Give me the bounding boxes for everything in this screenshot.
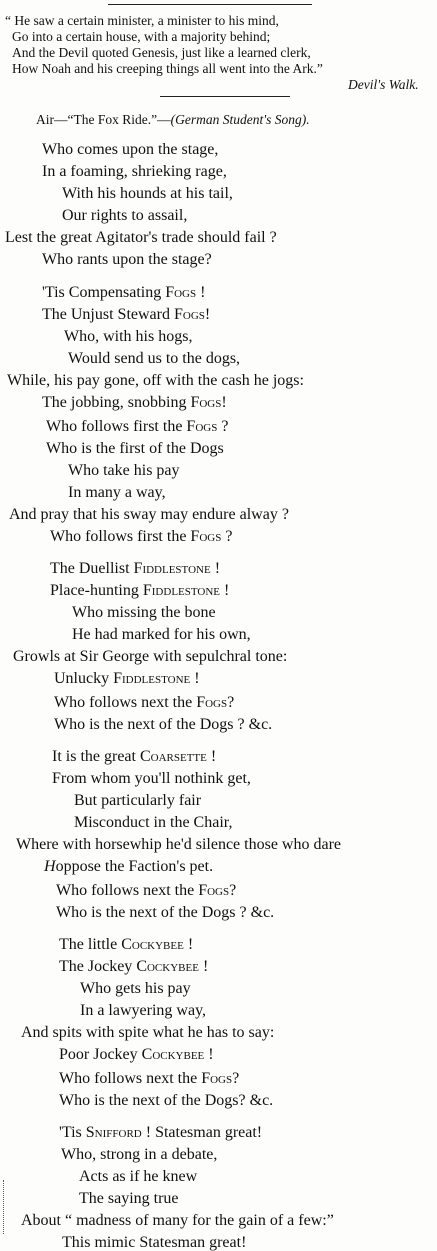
verse-line: Poor Jockey Cockybee ! — [59, 1046, 214, 1063]
verse-line: Hoppose the Faction's pet. — [44, 858, 214, 875]
verse-line: The little Cockybee ! — [59, 936, 194, 953]
verse-line: Who missing the bone — [72, 604, 216, 621]
verse-line: Place-hunting Fiddlestone ! — [50, 582, 230, 599]
column-edge — [3, 1180, 4, 1234]
verse-line: It is the great Coarsette ! — [52, 748, 217, 765]
verse-line: The saying true — [79, 1190, 179, 1207]
verse-line: The jobbing, snobbing Fogs! — [42, 394, 227, 411]
epigraph-line: How Noah and his creeping things all went into the Ark.” — [12, 61, 323, 76]
epigraph-line: “ He saw a certain minister, a minister to his mind, — [5, 13, 279, 28]
verse-line: 'Tis Snifford ! Statesman great! — [59, 1124, 263, 1141]
verse-line: Growls at Sir George with sepulchral tone: — [13, 648, 288, 665]
verse-line: But particularly fair — [74, 792, 202, 809]
verse-line: The Jockey Cockybee ! — [59, 958, 209, 975]
verse-line: Who follows next the Fogs? — [54, 694, 235, 711]
verse-line: Who follows first the Fogs ? — [46, 418, 229, 435]
verse-line: Who rants upon the stage? — [42, 251, 212, 268]
epigraph-attribution: Devil's Walk. — [348, 77, 419, 92]
verse-line: In many a way, — [68, 484, 166, 501]
verse-line: Who follows first the Fogs ? — [50, 528, 233, 545]
air-note: (German Student's Song). — [170, 112, 310, 127]
verse-line: Who comes upon the stage, — [42, 141, 219, 158]
verse-line: About “ madness of many for the gain of a few:” — [21, 1212, 334, 1229]
verse-line: Who, strong in a debate, — [61, 1146, 218, 1163]
verse-line: Who take his pay — [68, 462, 180, 479]
verse-line: Our rights to assail, — [62, 207, 188, 224]
verse-line: This mimic Statesman great! — [62, 1234, 247, 1251]
verse-line: Who, with his hogs, — [64, 328, 193, 345]
mid-rule — [160, 96, 290, 97]
verse-line: And pray that his sway may endure alway ? — [9, 506, 289, 523]
verse-line: With his hounds at his tail, — [62, 185, 233, 202]
verse-line: Who is the next of the Dogs ? &c. — [56, 904, 275, 921]
verse-line: Who follows next the Fogs? — [59, 1070, 240, 1087]
verse-line: Who is the next of the Dogs? &c. — [59, 1092, 274, 1109]
verse-line: Acts as if he knew — [79, 1168, 198, 1185]
air-title: Air—“The Fox Ride.”— — [36, 112, 171, 127]
verse-line: He had marked for his own, — [72, 626, 251, 643]
verse-line: In a lawyering way, — [80, 1002, 207, 1019]
epigraph-line: And the Devil quoted Genesis, just like a learned clerk, — [12, 45, 311, 60]
verse-line: Would send us to the dogs, — [68, 350, 241, 367]
verse-line: Who follows next the Fogs? — [56, 882, 237, 899]
verse-line: The Unjust Steward Fogs! — [42, 306, 211, 323]
verse-line: Who is the next of the Dogs ? &c. — [54, 716, 273, 733]
verse-line: Misconduct in the Chair, — [74, 814, 233, 831]
verse-line: In a foaming, shrieking rage, — [42, 163, 227, 180]
verse-line: While, his pay gone, off with the cash he jogs: — [7, 372, 304, 389]
verse-line: 'Tis Compensating Fogs ! — [42, 284, 206, 301]
verse-line: The Duellist Fiddlestone ! — [50, 560, 221, 577]
verse-line: Unlucky Fiddlestone ! — [54, 670, 200, 687]
verse-line: Who is the first of the Dogs — [46, 440, 224, 457]
air-heading — [36, 113, 310, 127]
top-rule — [108, 4, 312, 5]
epigraph-line: Go into a certain house, with a majority behind; — [12, 29, 271, 44]
verse-line: Lest the great Agitator's trade should fail ? — [5, 229, 277, 246]
verse-line: And spits with spite what he has to say: — [21, 1024, 275, 1041]
verse-line: Where with horsewhip he'd silence those who dare — [16, 836, 341, 853]
verse-line: Who gets his pay — [80, 980, 191, 997]
verse-line: From whom you'll nothink get, — [52, 770, 251, 787]
